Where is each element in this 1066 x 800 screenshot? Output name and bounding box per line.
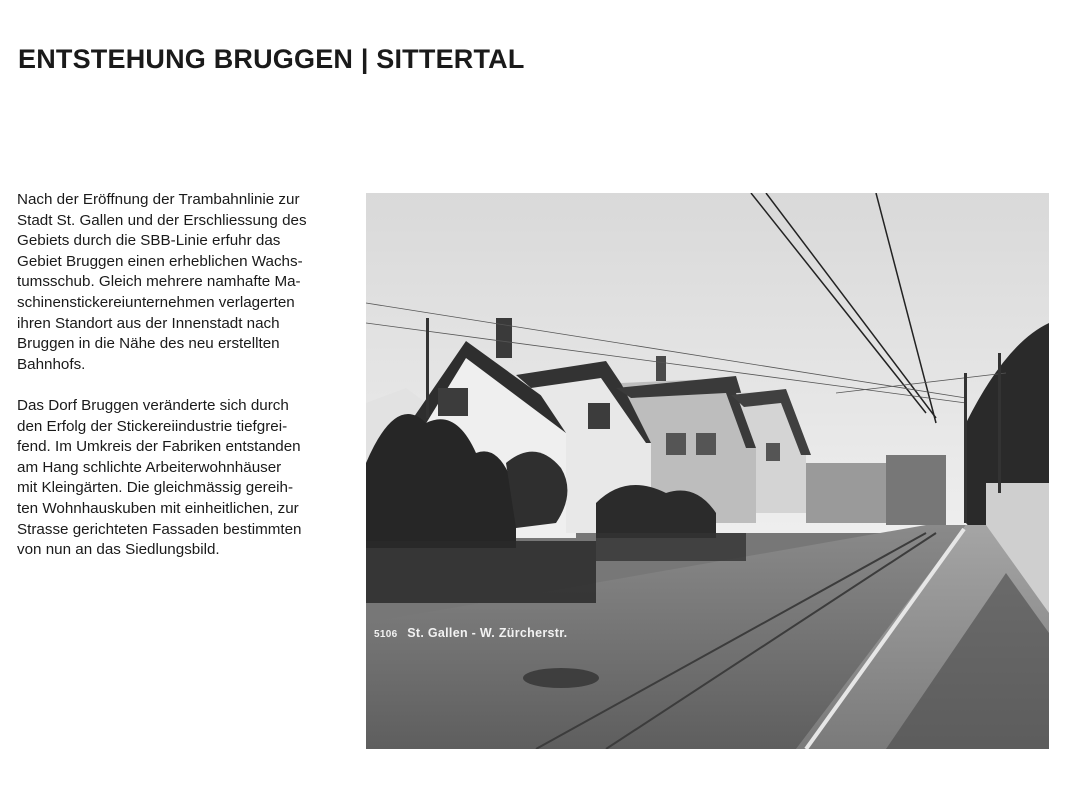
photo-illustration (366, 193, 1049, 749)
page-title: ENTSTEHUNG BRUGGEN | SITTERTAL (18, 44, 525, 74)
historic-street-photo (366, 193, 1049, 749)
photo-caption-number: 5106 (374, 629, 398, 640)
paragraph-1: Nach der Eröffnung der Trambahnlinie zur Stadt St. Gallen und der Erschliessung des Gebiets durch die SBB-Linie erfuhr das Gebiet Bruggen einen erheblichen Wachs- tumsschub. Gleich mehrere namhafte Ma- schinenstickereiunternehmen verlagerten ihren Standort aus der Innenstadt nach Bruggen in die Nähe des neu erstellten Bahnhofs. (17, 191, 307, 373)
photo-caption-text: St. Gallen - W. Zürcherstr. (407, 626, 568, 640)
paragraph-2: Das Dorf Bruggen veränderte sich durch den Erfolg der Stickereiindustrie tiefgrei- fend. Im Umkreis der Fabriken entstanden am Hang schlichte Arbeiterwohnhäuser mit Kleingärten. Die gleichmässig gereih- ten Wohnhauskuben mit einheitlichen, zur Strasse gerichteten Fassaden bestimmten von nun an das Siedlungsbild. (17, 396, 302, 559)
photo-caption (374, 626, 567, 640)
text-column (17, 190, 352, 581)
